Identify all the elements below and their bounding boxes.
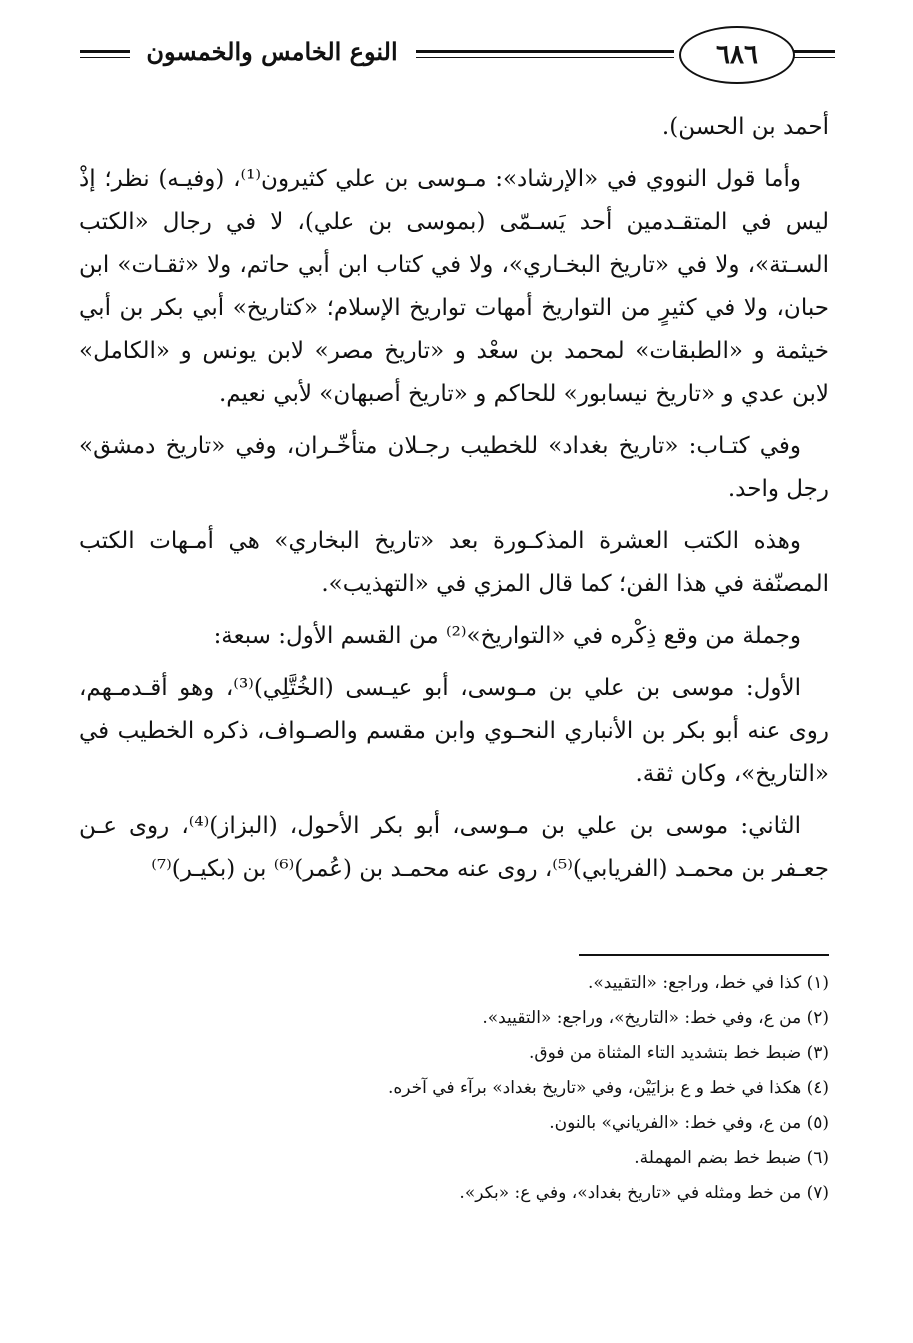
footnotes (79, 966, 829, 1211)
paragraph-3: وفي كتـاب: «تاريخ بغداد» للخطيب رجـلان متأخّـران، وفي «تاريخ دمشق» رجل واحد. (79, 433, 829, 502)
paragraph-5: وجملة من وقع ذِكْره في «التواريخ»⁽²⁾ من القسم الأول: سبعة: (213, 623, 801, 649)
page-number: ٦٨٦ (679, 26, 795, 84)
header-rule-left-thin (80, 57, 130, 58)
paragraph-6: الأول: موسى بن علي بن مـوسى، أبو عيـسى (الخُتَّلِي)⁽³⁾، وهو أقـدمـهم، روى عنه أبو بكر بن الأنباري النحـوي وابن مقسم والصـواف، ذكره الخطيب في «التاريخ»، وكان ثقة. (79, 675, 829, 787)
header-rule-right-thin (793, 57, 835, 58)
footnote-5: (٥) من ع، وفي خط: «الفرياني» بالنون. (549, 1113, 829, 1133)
footnote-2: (٢) من ع، وفي خط: «التاريخ»، وراجع: «التقييد». (482, 1008, 829, 1028)
header-rule-middle-thin (416, 57, 674, 58)
page-header (80, 24, 835, 94)
footnote-6: (٦) ضبط خط بضم المهملة. (634, 1148, 829, 1168)
header-rule-left (80, 50, 130, 53)
running-title: النوع الخامس والخمسون (132, 36, 412, 68)
paragraph-1: أحمد بن الحسن). (661, 114, 829, 140)
footnote-3: (٣) ضبط خط بتشديد التاء المثناة من فوق. (528, 1043, 829, 1063)
footnote-separator (579, 954, 829, 956)
footnote-1: (١) كذا في خط، وراجع: «التقييد». (587, 973, 829, 993)
paragraph-2: وأما قول النووي في «الإرشاد»: مـوسى بن علي كثيرون⁽¹⁾، (وفيـه) نظر؛ إذْ ليس في المتقـدمين أحد يَسـمّى (بموسى بن علي)، لا في رجال «الكتب السـتة»، ولا في «تاريخ البخـاري»، ولا في كتاب ابن أبي حاتم، ولا «ثقـات» ابن حبان، ولا في كثيرٍ من التواريخ أمهات تواريخ الإسلام؛ «كتاريخ» أبي بكر بن أبي خيثمة و «الطبقات» لمحمد بن سعْد و «تاريخ مصر» لابن يونس و «الكامل» لابن عدي و «تاريخ نيسابور» للحاكم و «تاريخ أصبهان» لأبي نعيم. (79, 166, 829, 407)
paragraph-4: وهذه الكتب العشرة المذكـورة بعد «تاريخ البخاري» هي أمـهات الكتب المصنّفة في هذا الفن؛ كما قال المزي في «التهذيب». (79, 528, 829, 597)
footnote-4: (٤) هكذا في خط و ع بزايَيْن، وفي «تاريخ بغداد» برآء في آخره. (387, 1078, 829, 1098)
paragraph-7: الثاني: موسى بن علي بن مـوسى، أبو بكر الأحول، (البزاز)⁽⁴⁾، روى عـن جعـفر بن محمـد (الفريابي)⁽⁵⁾، روى عنه محمـد بن (عُمر)⁽⁶⁾ بن (بكيـر)⁽⁷⁾ (79, 813, 829, 882)
header-rule-middle (416, 50, 674, 53)
footnote-7: (٧) من خط ومثله في «تاريخ بغداد»، وفي ع: «بكر». (459, 1183, 829, 1203)
header-rule-right (793, 50, 835, 53)
main-text (79, 106, 829, 891)
